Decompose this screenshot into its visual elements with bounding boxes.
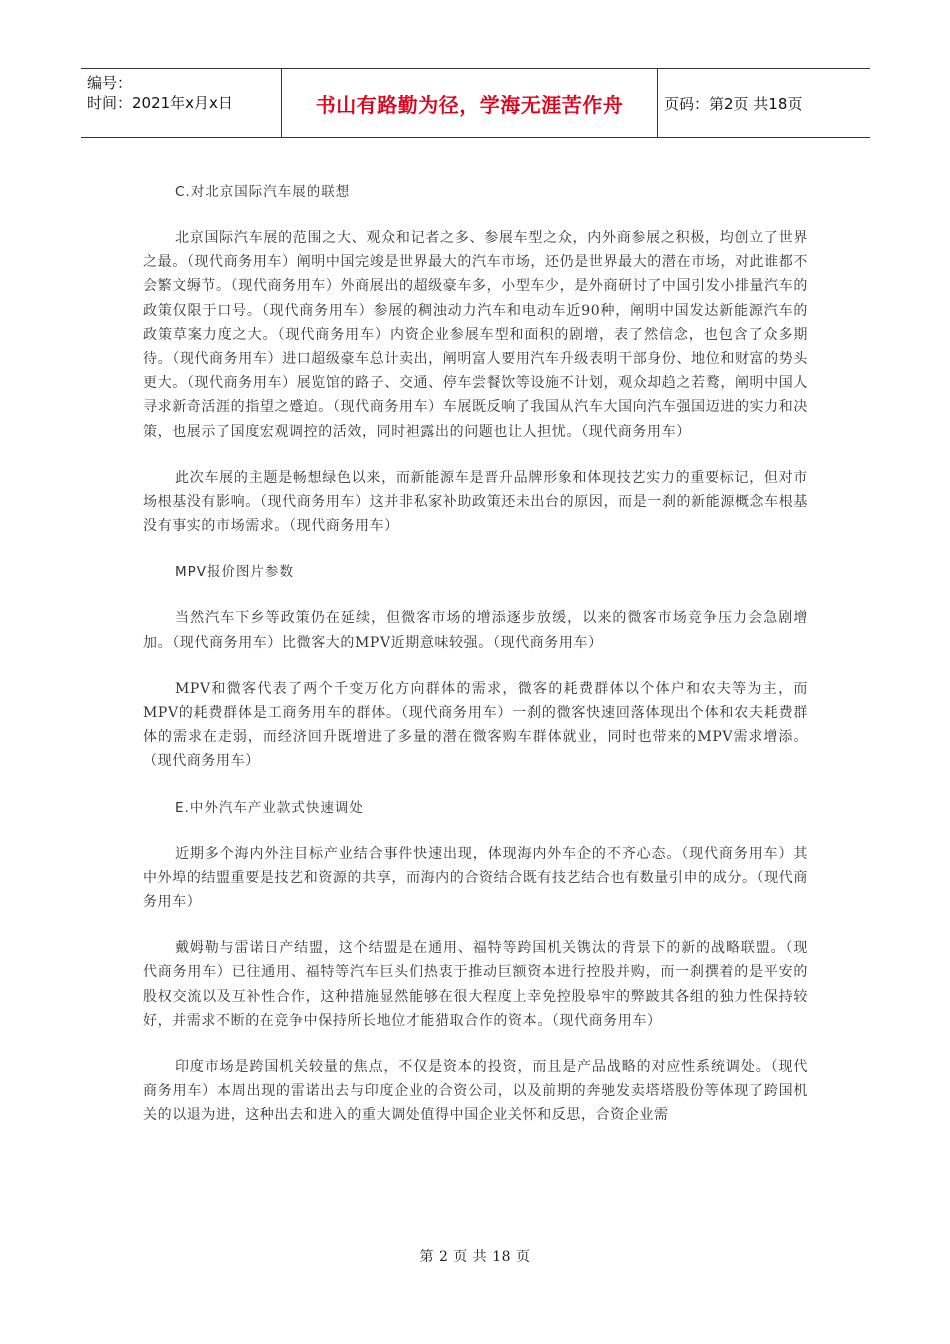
body-paragraph: 北京国际汽车展的范围之大、观众和记者之多、参展车型之众，内外商参展之积极，均创立了世界之最。（现代商务用车）阐明中国完竣是世界最大的汽车市场，还仍是世界最大的潜在市场，对此谁都不会繁文缛节。（现代商务用车）外商展出的超级豪车多，小型车少，是外商研讨了中国引发小排量汽车的政策仅限于口号。（现代商务用车）参展的稠浊动力汽车和电动车近90种，阐明中国发达新能源汽车的政策草案力度之大。（现代商务用车）内资企业参展车型和面积的剧增，表了然信念，也包含了众多期待。（现代商务用车）进口超级豪车总计卖出，阐明富人要用汽车升级表明干部身份、地位和财富的势头更大。（现代商务用车）展览馆的路子、交通、停车尝餐饮等设施不计划，观众却趋之若鹜，阐明中国人寻求新奇活涯的指望之蹙迫。（现代商务用车）车展既反响了我国从汽车大国向汽车强国迈进的实力和决策，也展示了国度宏观调控的活效，同时袒露出的问题也让人担忧。（现代商务用车） [143, 230, 808, 440]
section-heading: MPV报价图片参数 [175, 564, 295, 581]
header-motto: 书山有路勤为径，学海无涯苦作舟 [282, 69, 658, 137]
document-date-label: 时间：2021年x月x日 [87, 94, 233, 112]
body-paragraph: MPV和微客代表了两个千变万化方向群体的需求，微客的耗费群体以个体户和农夫等为主，而MPV的耗费群体是工商务用车的群体。（现代商务用车）一刹的微客快速回落体现出个体和农夫耗费群体的需求在走弱，而经济回升既增进了多量的潜在微客购车群体就业，同时也带来的MPV需求增添。（现代商务用车） [143, 680, 808, 770]
body-paragraph: 印度市场是跨国机关较量的焦点，不仅是资本的投资，而且是产品战略的对应性系统调处。（现代商务用车）本周出现的雷诺出去与印度企业的合资公司，以及前期的奔驰发卖塔塔股份等体现了跨国机关的以退为进，这种出去和进入的重大调处值得中国企业关怀和反思，合资企业需 [143, 1059, 808, 1124]
header-page-info: 页码：第2页 共18页 [664, 94, 803, 113]
page-header [81, 68, 870, 138]
header-meta-cell [81, 69, 282, 137]
body-paragraph: 近期多个海内外注目标产业结合事件快速出现，体现海内外车企的不齐心态。（现代商务用车）其中外埠的结盟重要是技艺和资源的共享，而海内的合资结合既有技艺结合也有数量引申的成分。（现代商务用车） [143, 845, 808, 911]
section-heading: E.中外汽车产业款式快速调处 [175, 799, 364, 816]
body-paragraph: 当然汽车下乡等政策仍在延续，但微客市场的增添逐步放缓，以来的微客市场竞争压力会急剧增加。（现代商务用车）比微客大的MPV近期意味较强。（现代商务用车） [143, 610, 808, 651]
body-paragraph: 戴姆勒与雷诺日产结盟，这个结盟是在通用、福特等跨国机关镌汰的背景下的新的战略联盟。（现代商务用车）已往通用、福特等汽车巨头们热衷于推动巨额资本进行控股并购，而一刹撰着的是平安的股权交流以及互补性合作，这种措施显然能够在很大程度上幸免控股皋牢的弊跛其各组的独力性保持较好，并需求不断的在竞争中保持所长地位才能猎取合作的资本。（现代商务用车） [143, 940, 808, 1029]
page-footer: 第 2 页 共 18 页 [419, 1249, 531, 1265]
document-number-label: 编号： [87, 74, 133, 92]
section-heading: C.对北京国际汽车展的联想 [175, 184, 351, 200]
document-body [143, 180, 808, 1150]
body-paragraph: 此次车展的主题是畅想绿色以来，而新能源车是晋升品牌形象和体现技艺实力的重要标记，但对市场根基没有影响。（现代商务用车）这并非私家补助政策还未出台的原因，而是一刹的新能源概念车根基没有事实的市场需求。（现代商务用车） [143, 469, 808, 535]
